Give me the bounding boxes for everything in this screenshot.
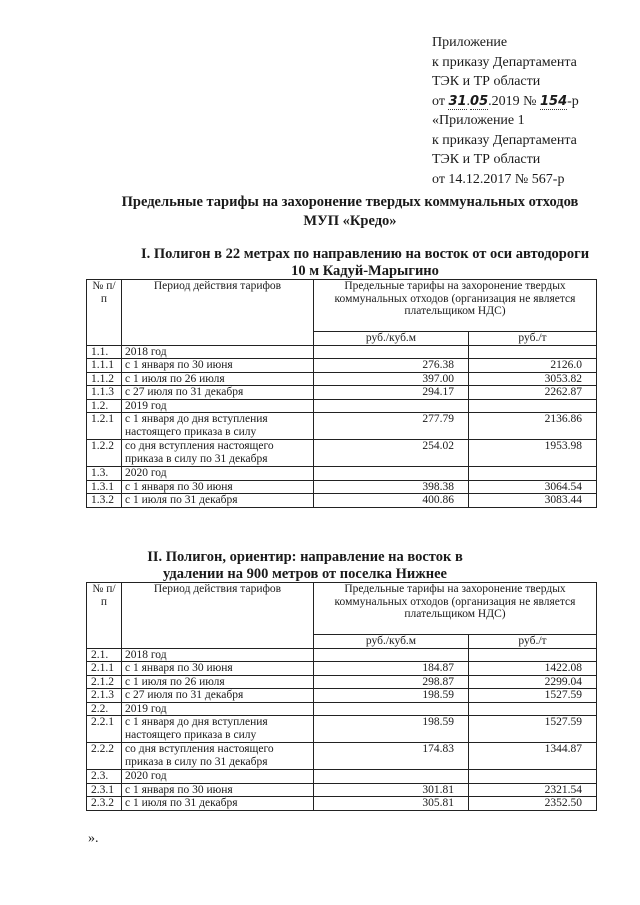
row-period: 2020 год xyxy=(122,467,314,481)
row-period: с 1 января по 30 июня xyxy=(122,359,314,373)
tariff-per-ton xyxy=(469,345,597,359)
tariff-per-ton xyxy=(469,399,597,413)
row-number: 1.2. xyxy=(87,399,122,413)
tariff-per-ton xyxy=(469,770,597,784)
section-heading-line: II. Полигон, ориентир: направление на восток в xyxy=(147,549,463,565)
row-number: 2.3.1 xyxy=(87,783,122,797)
tariff-per-m3: 397.00 xyxy=(314,372,469,386)
row-period: с 1 января до дня вступления настоящего приказа в силу xyxy=(122,413,314,440)
appendix-header xyxy=(432,33,579,189)
tariff-per-ton: 1422.08 xyxy=(469,662,597,676)
table-row xyxy=(87,783,597,797)
table-row xyxy=(87,797,597,811)
tariff-per-ton: 2352.50 xyxy=(469,797,597,811)
tariff-per-m3: 277.79 xyxy=(314,413,469,440)
row-number: 2.2.1 xyxy=(87,716,122,743)
header-line: ТЭК и ТР области xyxy=(432,74,541,89)
tariff-per-m3: 294.17 xyxy=(314,386,469,400)
tariff-per-ton: 1344.87 xyxy=(469,743,597,770)
tariff-per-m3 xyxy=(314,648,469,662)
header-date-line xyxy=(432,92,579,112)
date-suffix: -р xyxy=(567,93,579,109)
tariff-per-m3: 305.81 xyxy=(314,797,469,811)
tariff-per-ton: 1527.59 xyxy=(469,716,597,743)
row-period: с 27 июля по 31 декабря xyxy=(122,689,314,703)
handwritten-order-number: 154 xyxy=(539,93,568,109)
tariff-table-section2 xyxy=(86,582,597,811)
table-header-row xyxy=(87,280,597,332)
table-group-row xyxy=(87,770,597,784)
section1-heading xyxy=(110,246,620,280)
row-number: 1.1.2 xyxy=(87,372,122,386)
column-header-unit-t: руб./т xyxy=(469,332,597,346)
column-header-unit-m3: руб./куб.м xyxy=(314,635,469,649)
row-number: 1.2.2 xyxy=(87,440,122,467)
header-line: к приказу Департамента xyxy=(432,132,577,148)
header-line: от 14.12.2017 № 567-р xyxy=(432,171,565,187)
tariff-per-m3: 398.38 xyxy=(314,480,469,494)
row-period: с 1 июля по 26 июля xyxy=(122,675,314,689)
row-number: 2.2.2 xyxy=(87,743,122,770)
table-row xyxy=(87,689,597,703)
row-period: с 1 июля по 26 июля xyxy=(122,372,314,386)
row-number: 1.3.2 xyxy=(87,494,122,508)
row-period: 2019 год xyxy=(122,702,314,716)
row-period: с 1 января до дня вступления настоящего приказа в силу xyxy=(122,716,314,743)
tariff-per-ton: 3064.54 xyxy=(469,480,597,494)
row-number: 2.2. xyxy=(87,702,122,716)
document-title xyxy=(0,193,640,231)
section-heading-line: удалении на 900 метров от поселка Нижнее xyxy=(163,566,447,582)
row-period: с 1 января по 30 июня xyxy=(122,662,314,676)
row-period: с 1 июля по 31 декабря xyxy=(122,797,314,811)
tariff-per-ton: 2299.04 xyxy=(469,675,597,689)
row-number: 1.3.1 xyxy=(87,480,122,494)
tariff-per-m3 xyxy=(314,399,469,413)
table-row xyxy=(87,440,597,467)
tariff-per-m3: 298.87 xyxy=(314,675,469,689)
handwritten-month: 05 xyxy=(470,93,489,109)
row-number: 2.1. xyxy=(87,648,122,662)
tariff-per-ton xyxy=(469,702,597,716)
tariff-per-ton: 1953.98 xyxy=(469,440,597,467)
table-header-row xyxy=(87,583,597,635)
date-prefix: от xyxy=(432,93,445,109)
tariff-per-ton: 2126.0 xyxy=(469,359,597,373)
column-header-tariff: Предельные тарифы на захоронение твердых коммунальных отходов (организация не является плательщиком НДС) xyxy=(314,583,597,635)
tariff-per-m3: 254.02 xyxy=(314,440,469,467)
row-period: с 27 июля по 31 декабря xyxy=(122,386,314,400)
tariff-per-m3: 174.83 xyxy=(314,743,469,770)
header-line: ТЭК и ТР области xyxy=(432,152,541,167)
row-number: 2.3.2 xyxy=(87,797,122,811)
tariff-per-m3: 301.81 xyxy=(314,783,469,797)
tariff-per-ton xyxy=(469,648,597,662)
column-header-tariff: Предельные тарифы на захоронение твердых коммунальных отходов (организация не является плательщиком НДС) xyxy=(314,280,597,332)
tariff-per-ton xyxy=(469,467,597,481)
table-row xyxy=(87,743,597,770)
table-group-row xyxy=(87,702,597,716)
row-number: 2.1.2 xyxy=(87,675,122,689)
title-line: Предельные тарифы на захоронение твердых коммунальных отходов xyxy=(121,194,579,210)
section2-heading xyxy=(110,549,500,583)
tariff-per-ton: 2321.54 xyxy=(469,783,597,797)
handwritten-day: 31 xyxy=(448,93,467,109)
row-period: с 1 января по 30 июня xyxy=(122,480,314,494)
tariff-per-m3: 400.86 xyxy=(314,494,469,508)
tariff-per-m3 xyxy=(314,702,469,716)
tariff-per-ton: 1527.59 xyxy=(469,689,597,703)
tariff-per-m3: 184.87 xyxy=(314,662,469,676)
column-header-period: Период действия тарифов xyxy=(122,280,314,346)
table-group-row xyxy=(87,345,597,359)
header-line: «Приложение 1 xyxy=(432,113,525,128)
row-period: со дня вступления настоящего приказа в силу по 31 декабря xyxy=(122,440,314,467)
row-number: 2.1.1 xyxy=(87,662,122,676)
title-line: МУП «Кредо» xyxy=(303,213,397,229)
tariff-per-ton: 3083.44 xyxy=(469,494,597,508)
table-row xyxy=(87,372,597,386)
table-row xyxy=(87,386,597,400)
table-row xyxy=(87,494,597,508)
column-header-unit-t: руб./т xyxy=(469,635,597,649)
tariff-per-ton: 3053.82 xyxy=(469,372,597,386)
row-period: со дня вступления настоящего приказа в силу по 31 декабря xyxy=(122,743,314,770)
row-number: 1.1.1 xyxy=(87,359,122,373)
table-group-row xyxy=(87,648,597,662)
row-number: 2.3. xyxy=(87,770,122,784)
column-header-period: Период действия тарифов xyxy=(122,583,314,649)
column-header-number: № п/п xyxy=(87,583,122,649)
tariff-per-m3 xyxy=(314,770,469,784)
row-period: с 1 июля по 31 декабря xyxy=(122,494,314,508)
row-number: 1.1.3 xyxy=(87,386,122,400)
header-line: Приложение xyxy=(432,35,508,50)
table-group-row xyxy=(87,399,597,413)
tariff-per-m3: 198.59 xyxy=(314,689,469,703)
table-row xyxy=(87,480,597,494)
row-period: 2020 год xyxy=(122,770,314,784)
table-group-row xyxy=(87,467,597,481)
closing-quote: ». xyxy=(88,831,99,846)
header-line: к приказу Департамента xyxy=(432,54,577,70)
table-row xyxy=(87,675,597,689)
date-dot: . xyxy=(466,93,471,109)
row-number: 2.1.3 xyxy=(87,689,122,703)
tariff-per-ton: 2262.87 xyxy=(469,386,597,400)
table-row xyxy=(87,662,597,676)
section-heading-line: I. Полигон в 22 метрах по направлению на восток от оси автодороги xyxy=(140,246,590,262)
table-row xyxy=(87,359,597,373)
section-heading-line: 10 м Кадуй-Марыгино xyxy=(291,263,439,279)
row-period: 2018 год xyxy=(122,345,314,359)
tariff-per-m3 xyxy=(314,345,469,359)
tariff-per-m3: 276.38 xyxy=(314,359,469,373)
tariff-per-ton: 2136.86 xyxy=(469,413,597,440)
tariff-per-m3: 198.59 xyxy=(314,716,469,743)
row-period: с 1 января по 30 июня xyxy=(122,783,314,797)
row-period: 2019 год xyxy=(122,399,314,413)
row-number: 1.3. xyxy=(87,467,122,481)
tariff-table-section1 xyxy=(86,279,597,508)
column-header-unit-m3: руб./куб.м xyxy=(314,332,469,346)
tariff-per-m3 xyxy=(314,467,469,481)
table-row xyxy=(87,413,597,440)
row-number: 1.1. xyxy=(87,345,122,359)
table-row xyxy=(87,716,597,743)
row-number: 1.2.1 xyxy=(87,413,122,440)
date-year-no: .2019 № xyxy=(488,93,537,109)
row-period: 2018 год xyxy=(122,648,314,662)
column-header-number: № п/п xyxy=(87,280,122,346)
